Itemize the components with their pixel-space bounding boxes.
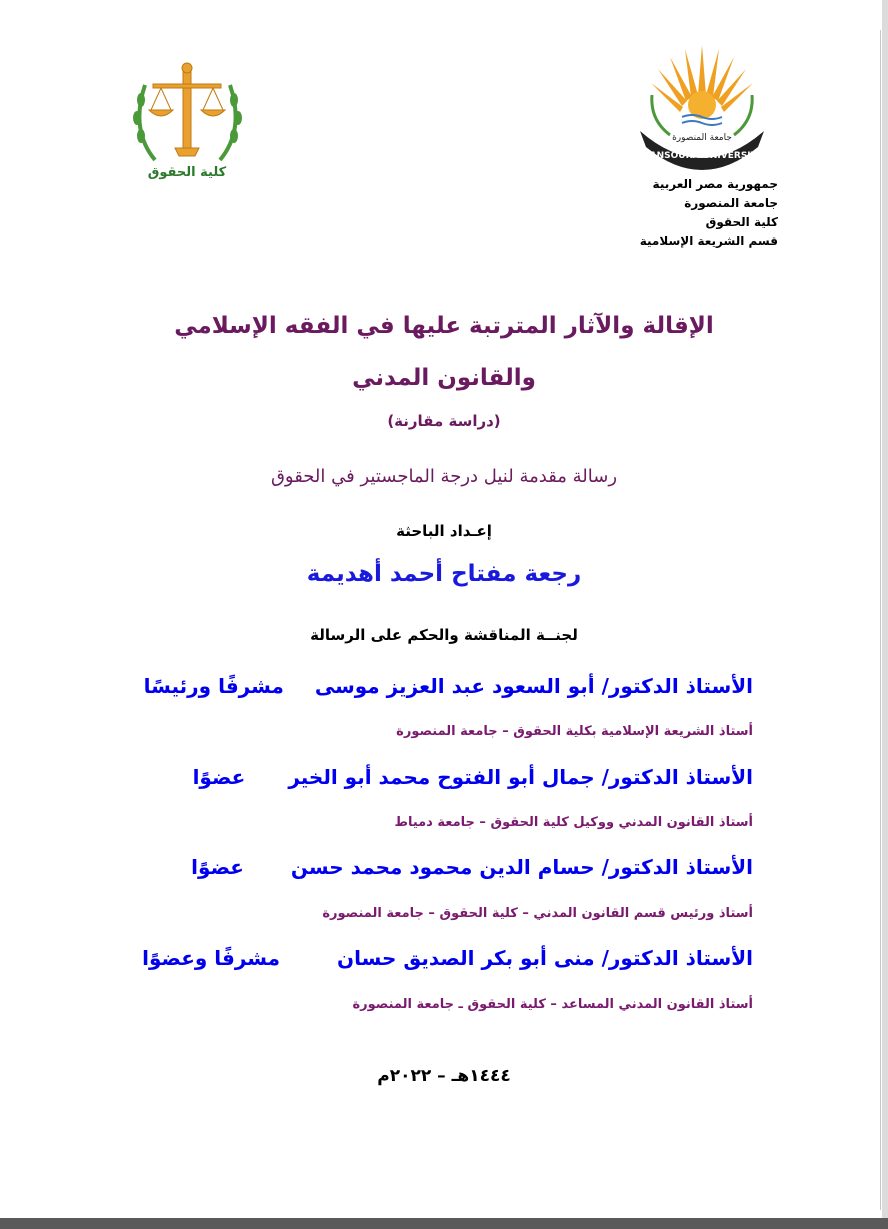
prepared-by-label: إعـداد الباحثة [396,522,492,540]
researcher-name: رجعة مفتاح أحمد أهديمة [306,561,582,587]
scales-of-justice-icon [149,63,225,156]
header-faculty: كلية الحقوق [705,215,778,229]
thesis-title-line1: الإقالة والآثار المترتبة عليها في الفقه الإسلامي [174,313,714,339]
member-role: عضوًا [191,855,244,879]
member-name: الأستاذ الدكتور/ جمال أبو الفتوح محمد أبو الخير [288,765,753,789]
faculty-logo-text: كلية الحقوق [147,165,227,180]
header-country: جمهورية مصر العربية [652,177,778,191]
faculty-of-law-logo [125,60,250,185]
member-role: عضوًا [192,765,246,789]
university-ring-text: MANSOURA UNIVERSITY [640,151,764,161]
committee-label: لجنــة المناقشة والحكم على الرسالة [310,626,578,644]
member-name: الأستاذ الدكتور/ حسام الدين محمود محمد حسن [290,855,753,879]
sun-rays-icon [651,45,753,125]
page-right-edge [882,0,888,1229]
member-role: مشرفًا وعضوًا [142,946,281,970]
committee-member [144,674,753,698]
degree-statement: رسالة مقدمة لنيل درجة الماجستير في الحقوق [270,466,618,487]
thesis-subtitle: (دراسة مقارنة) [387,412,501,430]
thesis-title-line2: والقانون المدني [352,365,536,391]
member-affiliation: أستاذ الشريعة الإسلامية بكلية الحقوق – جامعة المنصورة [396,724,753,739]
member-name: الأستاذ الدكتور/ منى أبو بكر الصديق حسان [337,946,753,970]
member-affiliation: أستاذ ورئيس قسم القانون المدني – كلية الحقوق – جامعة المنصورة [322,906,753,921]
member-name: الأستاذ الدكتور/ أبو السعود عبد العزيز موسى [314,674,753,698]
header-department: قسم الشريعة الإسلامية [639,234,778,248]
institution-header [518,175,778,251]
page-border-line [880,30,881,1210]
committee-member [193,765,753,789]
bottom-bar [0,1218,888,1229]
thesis-date: ١٤٤٤هـ – ٢٠٢٢م [377,1066,511,1086]
committee-member [191,855,753,879]
member-role: مشرفًا ورئيسًا [143,674,284,698]
top-bar [0,0,888,10]
member-affiliation: أستاذ القانون المدني ووكيل كلية الحقوق – جامعة دمياط [394,815,753,830]
university-arabic-text: جامعة المنصورة [672,133,732,143]
member-affiliation: أستاذ القانون المدني المساعد – كلية الحقوق ـ جامعة المنصورة [352,997,753,1012]
header-university: جامعة المنصورة [684,196,778,210]
committee-member [142,946,753,970]
mansoura-university-logo [630,35,775,175]
